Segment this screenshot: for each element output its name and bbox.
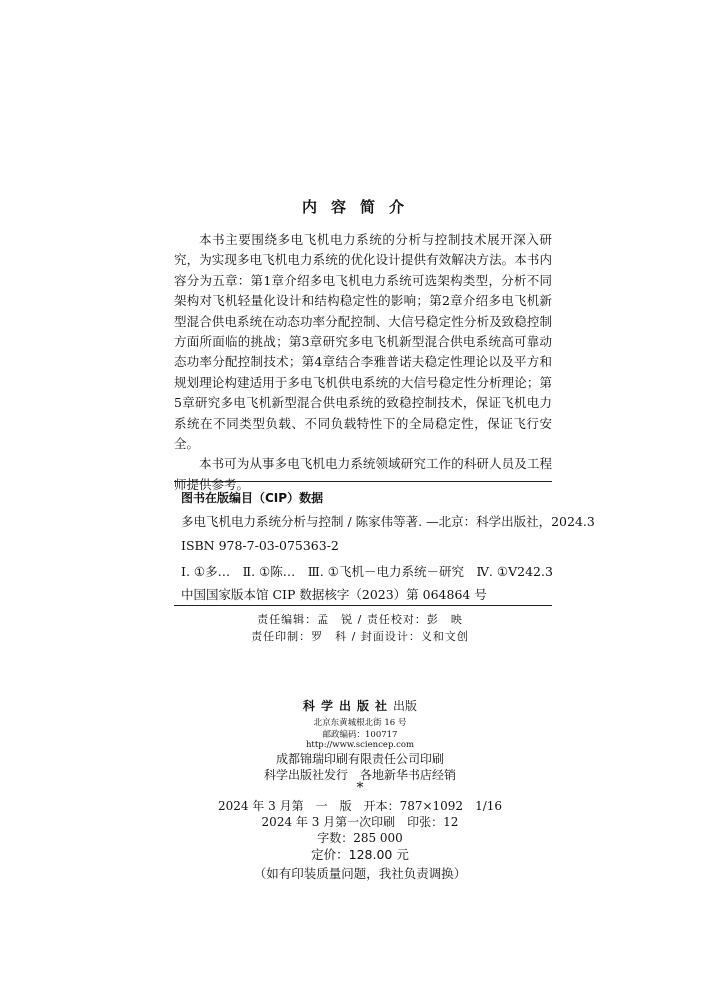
cip-title-line: 多电飞机电力系统分析与控制 / 陈家伟等著. —北京：科学出版社，2024.3	[181, 514, 595, 529]
separator-asterisk: *	[356, 780, 364, 796]
cip-bottom-rule	[174, 605, 552, 606]
distribution-line: 科学出版社发行 各地新华书店经销	[263, 768, 456, 782]
edition-line: 2024 年 3 月第 一 版 开本：787×1092 1/16	[217, 799, 503, 813]
publisher-postcode: 邮政编码：100717	[322, 730, 398, 740]
cip-header: 图书在版编目（CIP）数据	[181, 491, 324, 505]
publisher-address: 北京东黄城根北街 16 号	[313, 718, 407, 728]
abstract-paragraph-2: 本书可为从事多电飞机电力系统领域研究工作的科研人员及工程师提供参考。	[174, 456, 552, 492]
staff-production: 责任印制：罗 科 / 封面设计：义和文创	[251, 630, 469, 643]
cip-record-number: 中国国家版本馆 CIP 数据核字（2023）第 064864 号	[181, 587, 487, 602]
quality-note: （如有印装质量问题，我社负责调换）	[253, 866, 467, 881]
printing-line: 2024 年 3 月第一次印刷 印张：12	[261, 815, 459, 829]
publisher-name: 科学出版社	[302, 699, 393, 713]
section-title: 内容简介	[301, 198, 418, 216]
publisher-website: http://www.sciencep.com	[305, 740, 415, 750]
cip-top-rule	[174, 481, 552, 482]
publisher-line	[0, 697, 720, 714]
abstract-body	[174, 230, 552, 495]
cip-isbn: ISBN 978-7-03-075363-2	[181, 538, 339, 553]
publisher-suffix: 出版	[393, 699, 418, 713]
printer-line: 成都锦瑞印刷有限责任公司印刷	[275, 752, 444, 766]
word-count: 字数：285 000	[317, 831, 403, 845]
cip-classification: Ⅰ. ①多… Ⅱ. ①陈… Ⅲ. ①飞机－电力系统－研究 Ⅳ. ①V242.3	[181, 564, 553, 579]
price: 定价：128.00 元	[311, 847, 409, 862]
staff-editors: 责任编辑：孟 锐 / 责任校对：彭 映	[257, 613, 463, 626]
abstract-paragraph-1: 本书主要围绕多电飞机电力系统的分析与控制技术展开深入研究，为实现多电飞机电力系统的优化设计提供有效解决方法。本书内容分为五章：第1章介绍多电飞机电力系统可选架构类型，分析不同架构对飞机轻量化设计和结构稳定性的影响；第2章介绍多电飞机新型混合供电系统在动态功率分配控制、大信号稳定性分析及致稳控制方面所面临的挑战；第3章研究多电飞机新型混合供电系统高可靠动态功率分配控制技术；第4章结合李雅普诺夫稳定性理论以及平方和规划理论构建适用于多电飞机供电系统的大信号稳定性分析理论；第5章研究多电飞机新型混合供电系统的致稳控制技术，保证飞机电力系统在不同类型负载、不同负载特性下的全局稳定性，保证飞行安全。	[174, 232, 552, 452]
